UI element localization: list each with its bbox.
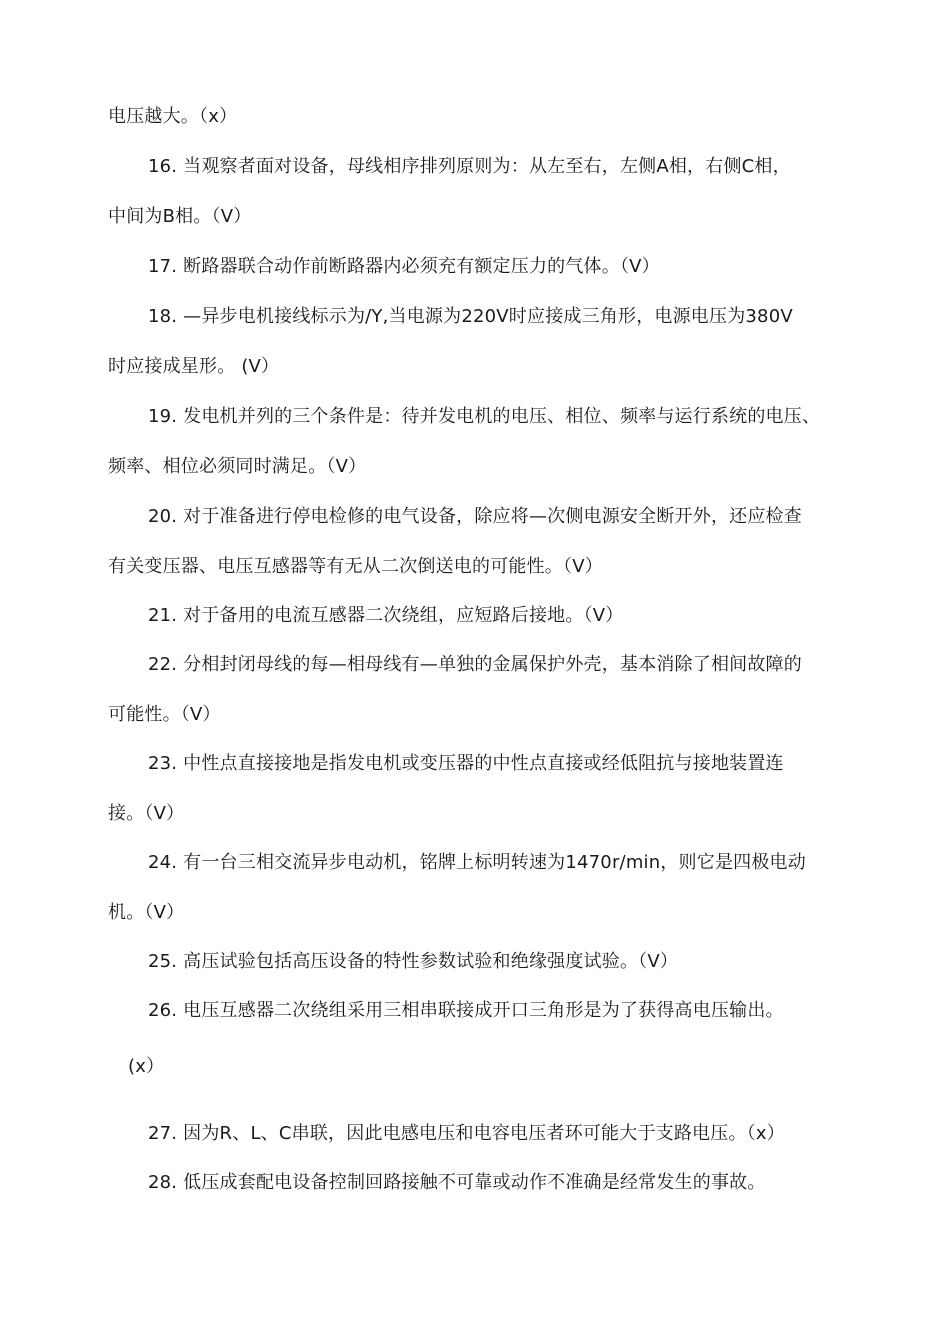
question-20-line-1: 20. 对于准备进行停电检修的电气设备，除应将—次侧电源安全断开外，还应检查 <box>148 506 802 527</box>
question-22-line-1: 22. 分相封闭母线的每—相母线有—单独的金属保护外壳，基本消除了相间故障的 <box>148 654 802 675</box>
question-17: 17. 断路器联合动作前断路器内必须充有额定压力的气体。（V） <box>148 256 660 277</box>
question-16-line-2: 中间为B相。（V） <box>108 206 252 227</box>
question-24-line-1: 24. 有一台三相交流异步电动机，铭牌上标明转速为1470r/min，则它是四极电动 <box>148 852 806 873</box>
text-line-continuation-15: 电压越大。（x） <box>108 106 238 127</box>
question-18-line-1: 18. —异步电机接线标示为/Y,当电源为220V时应接成三角形，电源电压为380V <box>148 306 793 327</box>
question-26-line-1: 26. 电压互感器二次绕组采用三相串联接成开口三角形是为了获得高电压输出。 <box>148 1000 784 1021</box>
question-27: 27. 因为R、L、C串联，因此电感电压和电容电压者环可能大于支路电压。（x） <box>148 1123 785 1144</box>
question-28: 28. 低压成套配电设备控制回路接触不可靠或动作不准确是经常发生的事故。 <box>148 1172 766 1193</box>
question-24-line-2: 机。（V） <box>108 902 185 923</box>
question-23-line-2: 接。（V） <box>108 803 185 824</box>
question-25: 25. 高压试验包括高压设备的特性参数试验和绝缘强度试验。（V） <box>148 951 679 972</box>
question-23-line-1: 23. 中性点直接接地是指发电机或变压器的中性点直接或经低阻抗与接地装置连 <box>148 753 784 774</box>
question-18-line-2: 时应接成星形。 (V） <box>108 356 280 377</box>
question-22-line-2: 可能性。（V） <box>108 704 221 725</box>
question-19-line-1: 19. 发电机并列的三个条件是：待并发电机的电压、相位、频率与运行系统的电压、 <box>148 406 821 427</box>
question-26-line-2: (x） <box>128 1056 165 1077</box>
question-20-line-2: 有关变压器、电压互感器等有无从二次倒送电的可能性。（V） <box>108 556 603 577</box>
question-19-line-2: 频率、相位必须同时满足。（V） <box>108 456 367 477</box>
question-16-line-1: 16. 当观察者面对设备，母线相序排列原则为：从左至右，左侧A相，右侧C相， <box>148 156 791 177</box>
question-21: 21. 对于备用的电流互感器二次绕组，应短路后接地。（V） <box>148 605 624 626</box>
